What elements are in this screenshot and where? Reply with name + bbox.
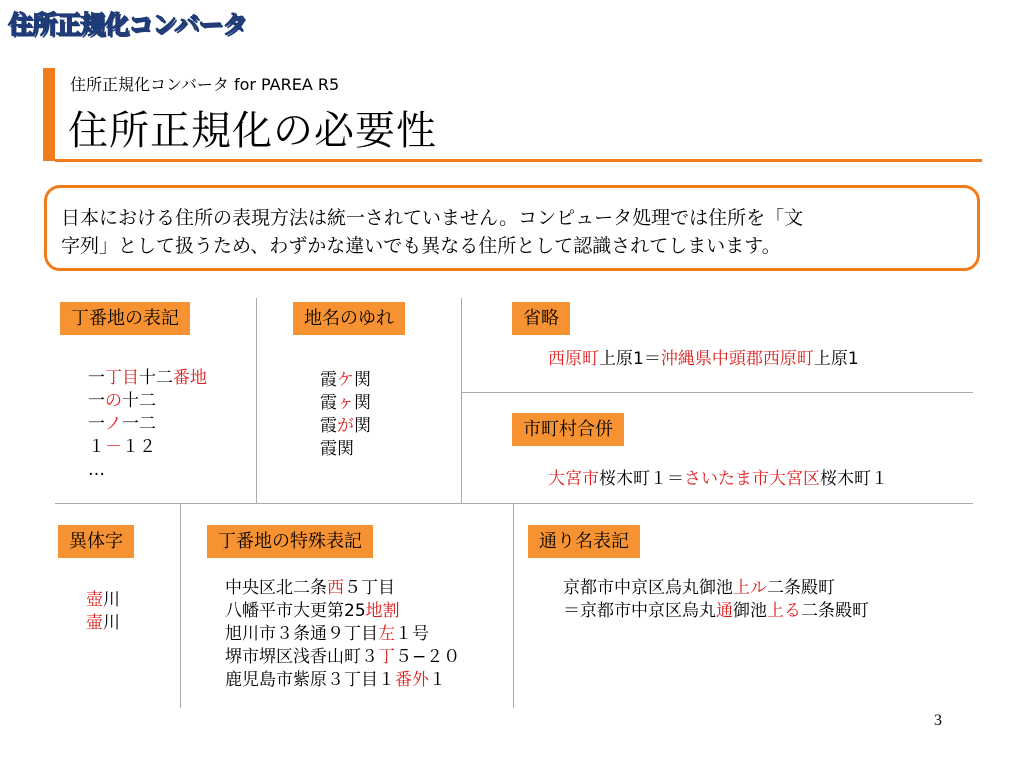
example-line xyxy=(86,589,120,612)
tag-placename: 地名のゆれ xyxy=(293,302,405,335)
example-text: 二条殿町 xyxy=(767,578,835,598)
example-line xyxy=(320,438,371,461)
examples-variant xyxy=(86,589,120,635)
tag-merger: 市町村合併 xyxy=(512,413,624,446)
example-text: 八幡平市大更第25 xyxy=(225,601,366,621)
example-text: 一 xyxy=(88,414,105,434)
example-text: ５−２０ xyxy=(395,647,461,667)
example-text: ＝京都市中京区烏丸 xyxy=(563,601,716,621)
intro-line-1: 日本における住所の表現方法は統一されていません。コンピュータ処理では住所を「文 xyxy=(61,207,804,229)
tag-abbrev: 省略 xyxy=(512,302,570,335)
example-text: ５丁目 xyxy=(344,578,395,598)
example-line xyxy=(563,577,869,600)
example-line xyxy=(548,468,888,491)
divider-v-1 xyxy=(256,298,257,503)
highlight-text: ノ xyxy=(105,414,122,434)
example-text: 鹿児島市紫原３丁目１ xyxy=(225,670,395,690)
examples-special xyxy=(225,577,460,692)
example-text: 二条殿町 xyxy=(801,601,869,621)
highlight-text: 西 xyxy=(327,578,344,598)
example-text: 十二 xyxy=(122,391,156,411)
example-text: 旭川市３条通９丁目 xyxy=(225,624,378,644)
example-line xyxy=(86,612,120,635)
highlight-text: ヶ xyxy=(337,393,354,413)
example-text: 堺市堺区浅香山町３ xyxy=(225,647,378,667)
example-text: １ xyxy=(88,437,105,457)
highlight-text: 番地 xyxy=(173,368,207,388)
example-text: １２ xyxy=(122,437,156,457)
examples-merger xyxy=(548,468,888,491)
example-line xyxy=(225,623,460,646)
example-text: … xyxy=(88,460,105,480)
highlight-text: 大宮市 xyxy=(548,469,599,489)
divider-v-3 xyxy=(180,503,181,708)
highlight-text: 沖縄県中頭郡西原町 xyxy=(660,349,814,369)
examples-street xyxy=(563,577,869,623)
highlight-text: 西原町 xyxy=(548,349,599,369)
example-text: １号 xyxy=(395,624,429,644)
example-text: 上原1＝ xyxy=(599,349,661,369)
page-number: 3 xyxy=(934,712,942,729)
example-text: 桜木町１＝ xyxy=(599,469,684,489)
example-text: 上原1 xyxy=(813,349,859,369)
example-line xyxy=(225,600,460,623)
intro-line-2: 字列」として扱うため、わずかな違いでも異なる住所として認識されてしまいます。 xyxy=(61,235,781,257)
highlight-text: 丁目 xyxy=(105,368,139,388)
examples-chome xyxy=(88,367,207,482)
subtitle: 住所正規化コンバータ for PAREA R5 xyxy=(70,75,340,94)
example-text: 霞 xyxy=(320,393,337,413)
example-text: 川 xyxy=(103,613,120,633)
title-underline xyxy=(55,159,982,162)
examples-placename xyxy=(320,369,371,461)
highlight-text: 丁 xyxy=(378,647,395,667)
example-line xyxy=(320,415,371,438)
example-line xyxy=(88,459,207,482)
logo: 住所正規化コンバータ xyxy=(8,10,247,39)
example-text: 関 xyxy=(354,370,371,390)
example-line xyxy=(225,646,460,669)
example-text: 関 xyxy=(354,393,371,413)
example-line xyxy=(88,390,207,413)
example-text: 霞関 xyxy=(320,439,354,459)
tag-variant: 異体字 xyxy=(58,525,134,558)
example-line xyxy=(88,413,207,436)
intro-box xyxy=(44,185,980,271)
example-text: 一 xyxy=(88,391,105,411)
highlight-text: 壺 xyxy=(86,590,103,610)
example-text: 霞 xyxy=(320,370,337,390)
divider-h-right xyxy=(461,392,973,393)
highlight-text: 上ル xyxy=(733,578,767,598)
divider-h-middle xyxy=(55,503,973,504)
tag-special: 丁番地の特殊表記 xyxy=(207,525,373,558)
example-text: 京都市中京区烏丸御池 xyxy=(563,578,733,598)
title-accent-bar xyxy=(43,68,55,161)
example-line xyxy=(548,348,859,371)
tag-chome: 丁番地の表記 xyxy=(60,302,190,335)
highlight-text: 上る xyxy=(767,601,801,621)
example-line xyxy=(225,577,460,600)
example-text: 川 xyxy=(103,590,120,610)
highlight-text: の xyxy=(105,391,122,411)
example-text: 霞 xyxy=(320,416,337,436)
highlight-text: ケ xyxy=(337,370,354,390)
highlight-text: さいたま市大宮区 xyxy=(684,469,820,489)
highlight-text: が xyxy=(337,416,354,436)
divider-v-2 xyxy=(461,298,462,503)
example-line xyxy=(88,436,207,459)
tag-street: 通り名表記 xyxy=(528,525,640,558)
example-text: １ xyxy=(429,670,446,690)
highlight-text: 地割 xyxy=(365,601,400,621)
page-title: 住所正規化の必要性 xyxy=(68,108,437,154)
example-text: 十二 xyxy=(139,368,173,388)
example-text: 一 xyxy=(88,368,105,388)
highlight-text: 壷 xyxy=(86,613,103,633)
highlight-text: 左 xyxy=(378,624,395,644)
divider-v-4 xyxy=(513,503,514,708)
example-line xyxy=(563,600,869,623)
example-text: 桜木町１ xyxy=(820,469,888,489)
example-text: 御池 xyxy=(733,601,767,621)
example-text: 一二 xyxy=(122,414,156,434)
example-text: 関 xyxy=(354,416,371,436)
example-line xyxy=(320,392,371,415)
highlight-text: 通 xyxy=(716,601,733,621)
example-line xyxy=(225,669,460,692)
example-line xyxy=(88,367,207,390)
example-text: 中央区北二条 xyxy=(225,578,327,598)
highlight-text: － xyxy=(105,437,122,457)
highlight-text: 番外 xyxy=(395,670,429,690)
example-line xyxy=(320,369,371,392)
examples-abbrev xyxy=(548,348,859,371)
